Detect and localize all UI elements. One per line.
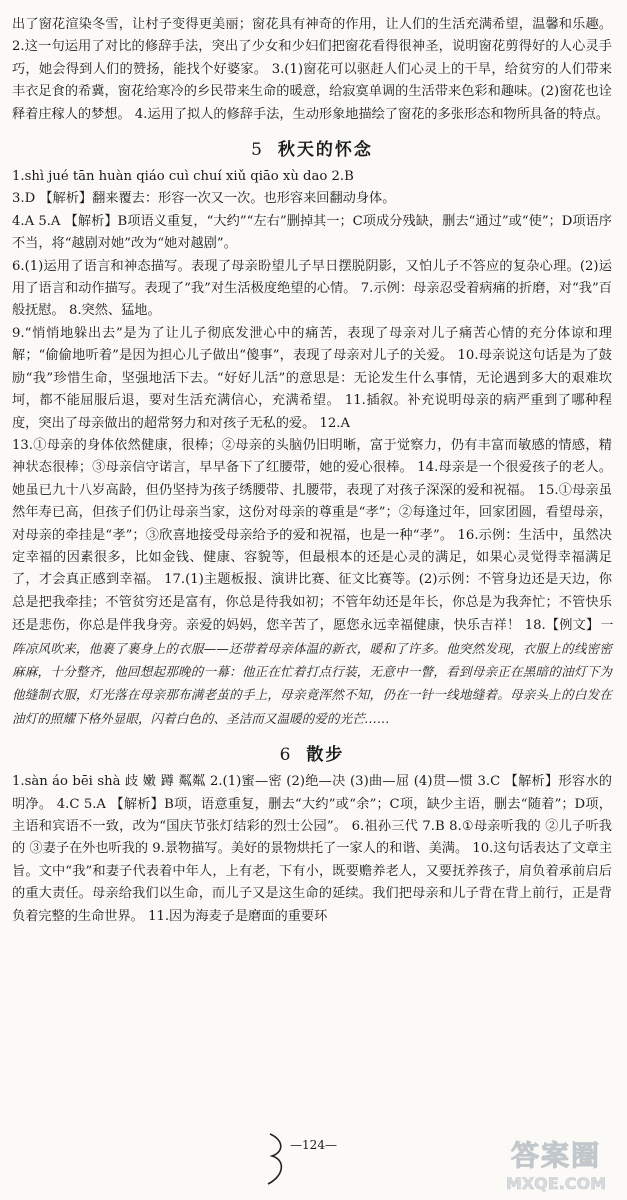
paragraph-window-flower-answers: 出了窗花渲染冬雪，让村子变得更美丽；窗花具有神奇的作用，让人们的生活充满希望，温馨和乐趣。 2.这一句运用了对比的修辞手法，突出了少女和少妇们把窗花看得很神圣，说明窗花剪得好的人心灵手巧，她会得到人们的赞扬，能找个好婆家。 3.(1)窗花可以驱赶人们心灵上的干旱，给贫穷的人们带来丰衣足食的希冀，窗花给寒冷的乡民带来生命的暖意，给寂寞单调的生活带来色彩和趣味。(2)窗花也诠释着庄稼人的梦想。 4.运用了拟人的修辞手法，生动形象地描绘了窗花的多张形态和物所具备的特点。: [12, 17, 612, 122]
answer-pinyin: 1.shì jué tān huàn qiáo cuì chuí xiǔ qiāo xù dao 2.B: [12, 169, 354, 185]
answer-4-5: 4.A 5.A 【解析】B项语义重复，“大约”“左右”删掉其一；C项成分残缺，删去“通过”或“使”；D项语序不当，将“越剧对她”改为“她对越剧”。: [12, 213, 612, 252]
section-title: 散步: [306, 745, 345, 766]
watermark-url: MXQE.COM: [505, 1174, 607, 1193]
handwritten-example-essay: 一阵凉风吹来，他裹了裹身上的衣服——还带着母亲体温的新衣，暖和了许多。他突然发现，衣服上的线密密麻麻，十分整齐，他回想起那晚的一幕：他正在忙着打点行装，无意中一瞥，看到母亲正在黑暗的油灯下为他缝制衣服，灯光落在母亲那布满老茧的手上，母亲竟浑然不知，仍在一针一线地缝着。母亲头上的白发在油灯的照耀下格外显眼，闪着白色的、圣洁而又温暖的爱的光芒……: [12, 617, 612, 726]
answer-13-18-text: 13.①母亲的身体依然健康，很棒；②母亲的头脑仍旧明晰，富于觉察力，仍有丰富而敏感的情感，精神状态很棒；③母亲信守诺言，早早备下了红腰带，她的爱心很棒。 14.母亲是一个很爱孩子的老人。她虽已九十八岁高龄，但仍坚持为孩子绣腰带、扎腰带，表现了对孩子深深的爱和祝福。 15.①母亲虽然年寿已高，但孩子们仍让母亲当家，这份对母亲的尊重是“孝”；②每逢过年，回家团圆，看望母亲，对母亲的牵挂是“孝”；③欣喜地接受母亲给予的爱和祝福，也是一种“孝”。 16.示例：生活中，虽然决定幸福的因素很多，比如金钱、健康、容貌等，但最根本的还是心灵的满足，如果心灵觉得幸福满足了，才会真正感到幸福。 17.(1)主题板报、演讲比赛、征文比赛等。(2)示例：不管身边还是天边，你总是把我牵挂；不管贫穷还是富有，你总是待我如初；不管年幼还是年长，你总是为我奔忙；不管快乐还是悲伤，你总是伴我身旁。亲爱的妈妈，您辛苦了，愿您永远幸福健康，快乐吉祥！ 18.【例文】: [12, 437, 612, 634]
answer-3: 3.D 【解析】翻来覆去：形容一次又一次。也形容来回翻动身体。: [12, 191, 396, 207]
answer-6-8: 6.(1)运用了语言和神态描写。表现了母亲盼望儿子早日摆脱阴影，又怕儿子不答应的复杂心理。(2)运用了语言和动作描写。表现了“我”对生活极度绝望的心情。 7.示例：母亲忍受着病痛的折磨，对“我”百般抚慰。 8.突然、猛地。: [12, 258, 612, 319]
section-heading-5: [12, 135, 612, 160]
section-title: 秋天的怀念: [277, 140, 373, 161]
watermark-title: 答案圈: [510, 1139, 601, 1172]
section-number: 6: [279, 745, 293, 766]
page-number: —124—: [290, 1138, 337, 1152]
pen-scribble-mark: [262, 1130, 292, 1190]
answer-page: [12, 14, 612, 928]
answer-9-12: 9.“悄悄地躲出去”是为了让儿子彻底发泄心中的痛苦，表现了母亲对儿子痛苦心情的充分体谅和理解；“偷偷地听着”是因为担心儿子做出“傻事”，表现了母亲对儿子的关爱。 10.母亲说这句话是为了鼓励“我”珍惜生命，坚强地活下去。“好好儿活”的意思是：无论发生什么事情，无论遇到多大的艰难坎坷，都不能屈服后退，要对生活充满信心，充满希望。 11.插叙。补充说明母亲的病严重到了哪种程度，突出了母亲做出的超常努力和对孩子无私的爱。 12.A: [12, 325, 612, 431]
answer-walk-section: 1.sàn áo bēi shà 歧 嫩 蹲 粼粼 2.(1)蜜—密 (2)绝—决 (3)曲—屈 (4)贯—惯 3.C 【解析】形容水的明净。 4.C 5.A 【解析】B项，语意重复，删去“大约”或“余”；C项，缺少主语，删去“随着”；D项，主语和宾语不一致，改为“国庆节张灯结彩的烈士公园”。 6.祖孙三代 7.B 8.①母亲听我的 ②儿子听我的 ③妻子在外也听我的 9.景物描写。美好的景物烘托了一家人的和谐、美满。 10.这句话表达了文章主旨。文中“我”和妻子代表着中年人，上有老，下有小，既要赡养老人，又要抚养孩子，肩负着承前启后的重大责任。母亲给我们以生命，而儿子又是这生命的延续。我们把母亲和儿子背在背上前行，正是背负着完整的生命世界。 11.因为海麦子是磨面的重要环: [12, 774, 613, 924]
watermark-logo: [491, 1134, 621, 1194]
section-heading-6: [12, 740, 612, 765]
answer-13-18: [12, 435, 612, 731]
section-number: 5: [251, 140, 264, 161]
